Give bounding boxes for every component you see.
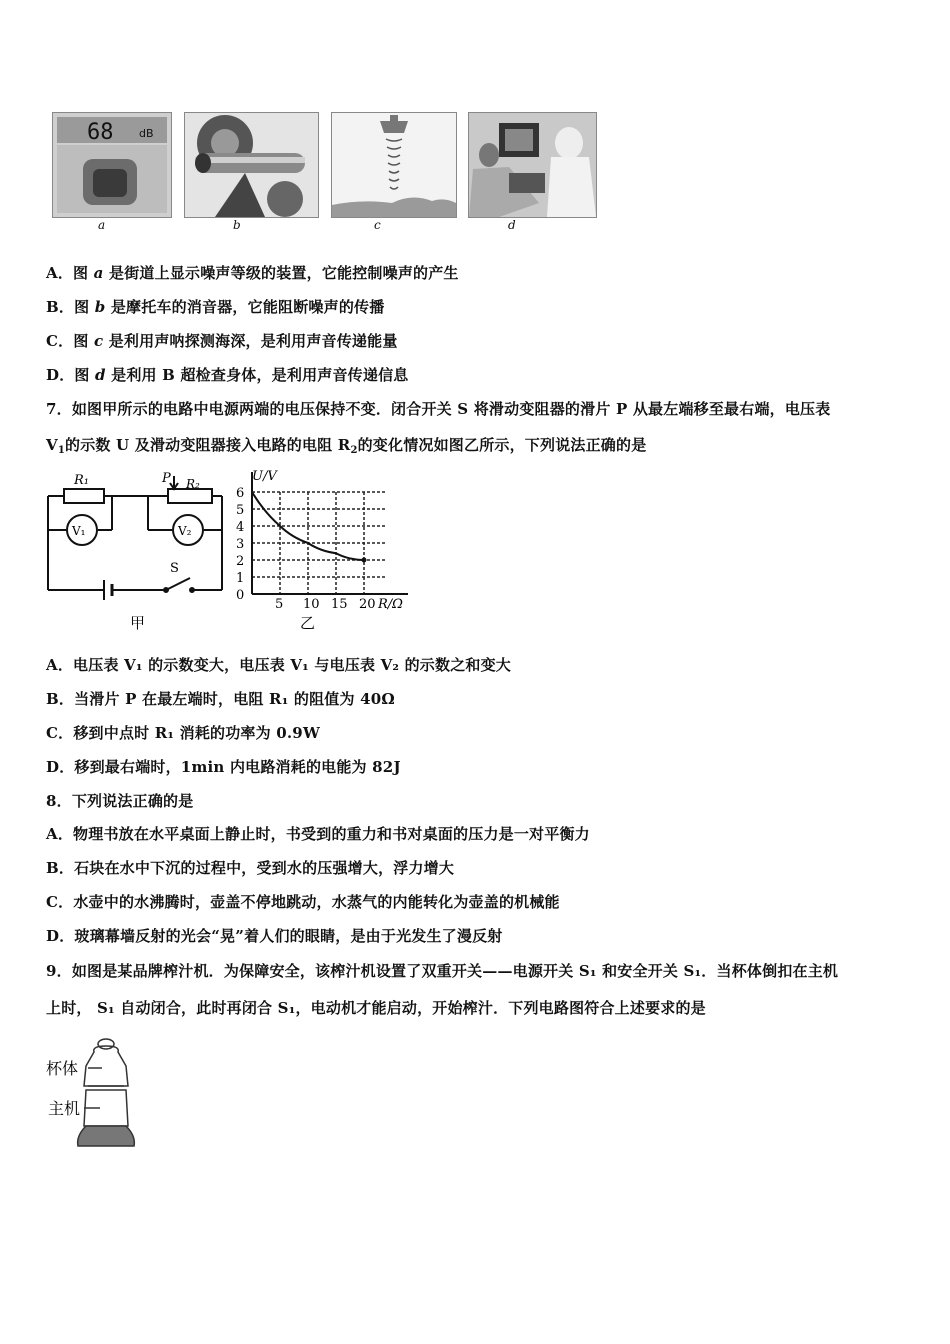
q7-v-subscript: 1 bbox=[57, 445, 66, 456]
q9-stem-line1: 9．如图是某品牌榨汁机．为保障安全，该榨汁机设置了双重开关——电源开关 S₁ 和安全开关 S₁．当杯体倒扣在主机 bbox=[46, 962, 839, 980]
q6-option-a-prefix: A．图 bbox=[46, 264, 94, 282]
q8-stem: 8．下列说法正确的是 bbox=[46, 792, 194, 810]
chart-y-tick-label: 2 bbox=[236, 554, 245, 569]
figure-b-caption: b bbox=[233, 218, 241, 232]
chart-y-tick-label: 6 bbox=[236, 486, 245, 501]
q6-option-d-prefix: D．图 bbox=[46, 366, 96, 384]
motorcycle-muffler-image bbox=[185, 113, 318, 217]
q6-option-c-var: c bbox=[93, 332, 104, 350]
chart-x-tick-label: 20 bbox=[359, 597, 376, 612]
juicer-figure bbox=[44, 1034, 154, 1152]
q7-stem-end: 的变化情况如图乙所示，下列说法正确的是 bbox=[357, 436, 647, 454]
chart-y-tick-label: 0 bbox=[236, 588, 245, 603]
chart-y-tick-label: 4 bbox=[236, 520, 245, 535]
chart-y-tick-label: 3 bbox=[236, 537, 245, 552]
circuit-label-v1: V₁ bbox=[72, 524, 86, 538]
chart-y-axis-label: U/V bbox=[252, 469, 277, 484]
circuit-label-r2: R₂ bbox=[186, 477, 200, 491]
noise-value: 68 bbox=[87, 120, 114, 145]
circuit-label-p: P bbox=[162, 471, 171, 486]
q9-stem-line2: 上时， S₁ 自动闭合，此时再闭合 S₁，电动机才能启动，开始榨汁．下列电路图符合上述要求的是 bbox=[46, 999, 706, 1017]
chart-figure-label: 乙 bbox=[300, 614, 316, 632]
figure-d-ultrasound bbox=[468, 112, 597, 218]
chart-y-tick-label: 1 bbox=[236, 571, 245, 586]
q6-option-d bbox=[46, 364, 408, 385]
ultrasound-exam-image bbox=[469, 113, 596, 217]
q8-option-a: A．物理书放在水平桌面上静止时，书受到的重力和书对桌面的压力是一对平衡力 bbox=[46, 825, 590, 843]
chart-x-tick-label: 15 bbox=[331, 597, 348, 612]
figure-a-noise-display bbox=[52, 112, 172, 218]
chart-yi bbox=[232, 466, 424, 636]
juicer-base-label: 主机 bbox=[48, 1099, 81, 1118]
q6-option-b bbox=[46, 296, 384, 317]
q7-stem-mid: 的示数 U 及滑动变阻器接入电路的电阻 R bbox=[65, 436, 351, 454]
q8-option-d: D．玻璃幕墙反射的光会“晃”着人们的眼睛，是由于光发生了漫反射 bbox=[46, 927, 503, 945]
q8-option-c: C．水壶中的水沸腾时，壶盖不停地跳动，水蒸气的内能转化为壶盖的机械能 bbox=[46, 893, 560, 911]
q6-option-d-text: 是利用 B 超检查身体，是利用声音传递信息 bbox=[105, 366, 409, 384]
q6-option-c-prefix: C．图 bbox=[46, 332, 94, 350]
q6-option-b-prefix: B．图 bbox=[46, 298, 95, 316]
juicer-cup-label: 杯体 bbox=[46, 1059, 79, 1078]
q6-option-a bbox=[46, 262, 459, 283]
chart-x-axis-label: R/Ω bbox=[378, 597, 403, 612]
q7-r-subscript: 2 bbox=[350, 445, 358, 456]
noise-unit: dB bbox=[139, 127, 154, 140]
q6-option-c-text: 是利用声呐探测海深，是利用声音传递能量 bbox=[103, 332, 398, 350]
q7-stem-line2 bbox=[46, 434, 646, 455]
sonar-ship-image bbox=[332, 113, 456, 217]
q6-option-b-var: b bbox=[94, 298, 106, 316]
q7-stem-line1: 7．如图甲所示的电路中电源两端的电压保持不变．闭合开关 S 将滑动变阻器的滑片 P 从最左端移至最右端，电压表 bbox=[46, 400, 831, 418]
q8-option-b: B．石块在水中下沉的过程中，受到水的压强增大，浮力增大 bbox=[46, 859, 455, 877]
q7-option-c: C．移到中点时 R₁ 消耗的功率为 0.9W bbox=[46, 724, 320, 742]
chart-data-point bbox=[362, 558, 367, 563]
circuit-diagram-jia bbox=[40, 468, 230, 633]
q6-option-a-var: a bbox=[93, 264, 104, 282]
q7-option-b: B．当滑片 P 在最左端时，电阻 R₁ 的阻值为 40Ω bbox=[46, 690, 395, 708]
q6-option-d-var: d bbox=[95, 366, 106, 384]
q7-option-a: A．电压表 V₁ 的示数变大，电压表 V₁ 与电压表 V₂ 的示数之和变大 bbox=[46, 656, 511, 674]
chart-x-tick-label: 10 bbox=[303, 597, 320, 612]
figure-a-caption: a bbox=[98, 218, 106, 232]
circuit-figure-label: 甲 bbox=[130, 614, 146, 632]
q6-option-b-text: 是摩托车的消音器，它能阻断噪声的传播 bbox=[105, 298, 385, 316]
chart-y-tick-label: 5 bbox=[236, 503, 245, 518]
q7-option-d: D．移到最右端时，1min 内电路消耗的电能为 82J bbox=[46, 758, 401, 776]
figure-c-caption: c bbox=[374, 218, 381, 232]
circuit-label-s: S bbox=[170, 561, 179, 576]
circuit-label-v2: V₂ bbox=[178, 524, 192, 538]
circuit-label-r1: R₁ bbox=[74, 473, 89, 488]
noise-meter-image bbox=[53, 113, 171, 217]
q6-option-c bbox=[46, 330, 398, 351]
q6-option-a-text: 是街道上显示噪声等级的装置，它能控制噪声的产生 bbox=[103, 264, 459, 282]
figure-b-muffler bbox=[184, 112, 319, 218]
figure-d-caption: d bbox=[508, 218, 516, 232]
chart-x-tick-label: 5 bbox=[275, 597, 284, 612]
figure-c-sonar bbox=[331, 112, 457, 218]
q7-v-symbol: V bbox=[46, 436, 58, 454]
